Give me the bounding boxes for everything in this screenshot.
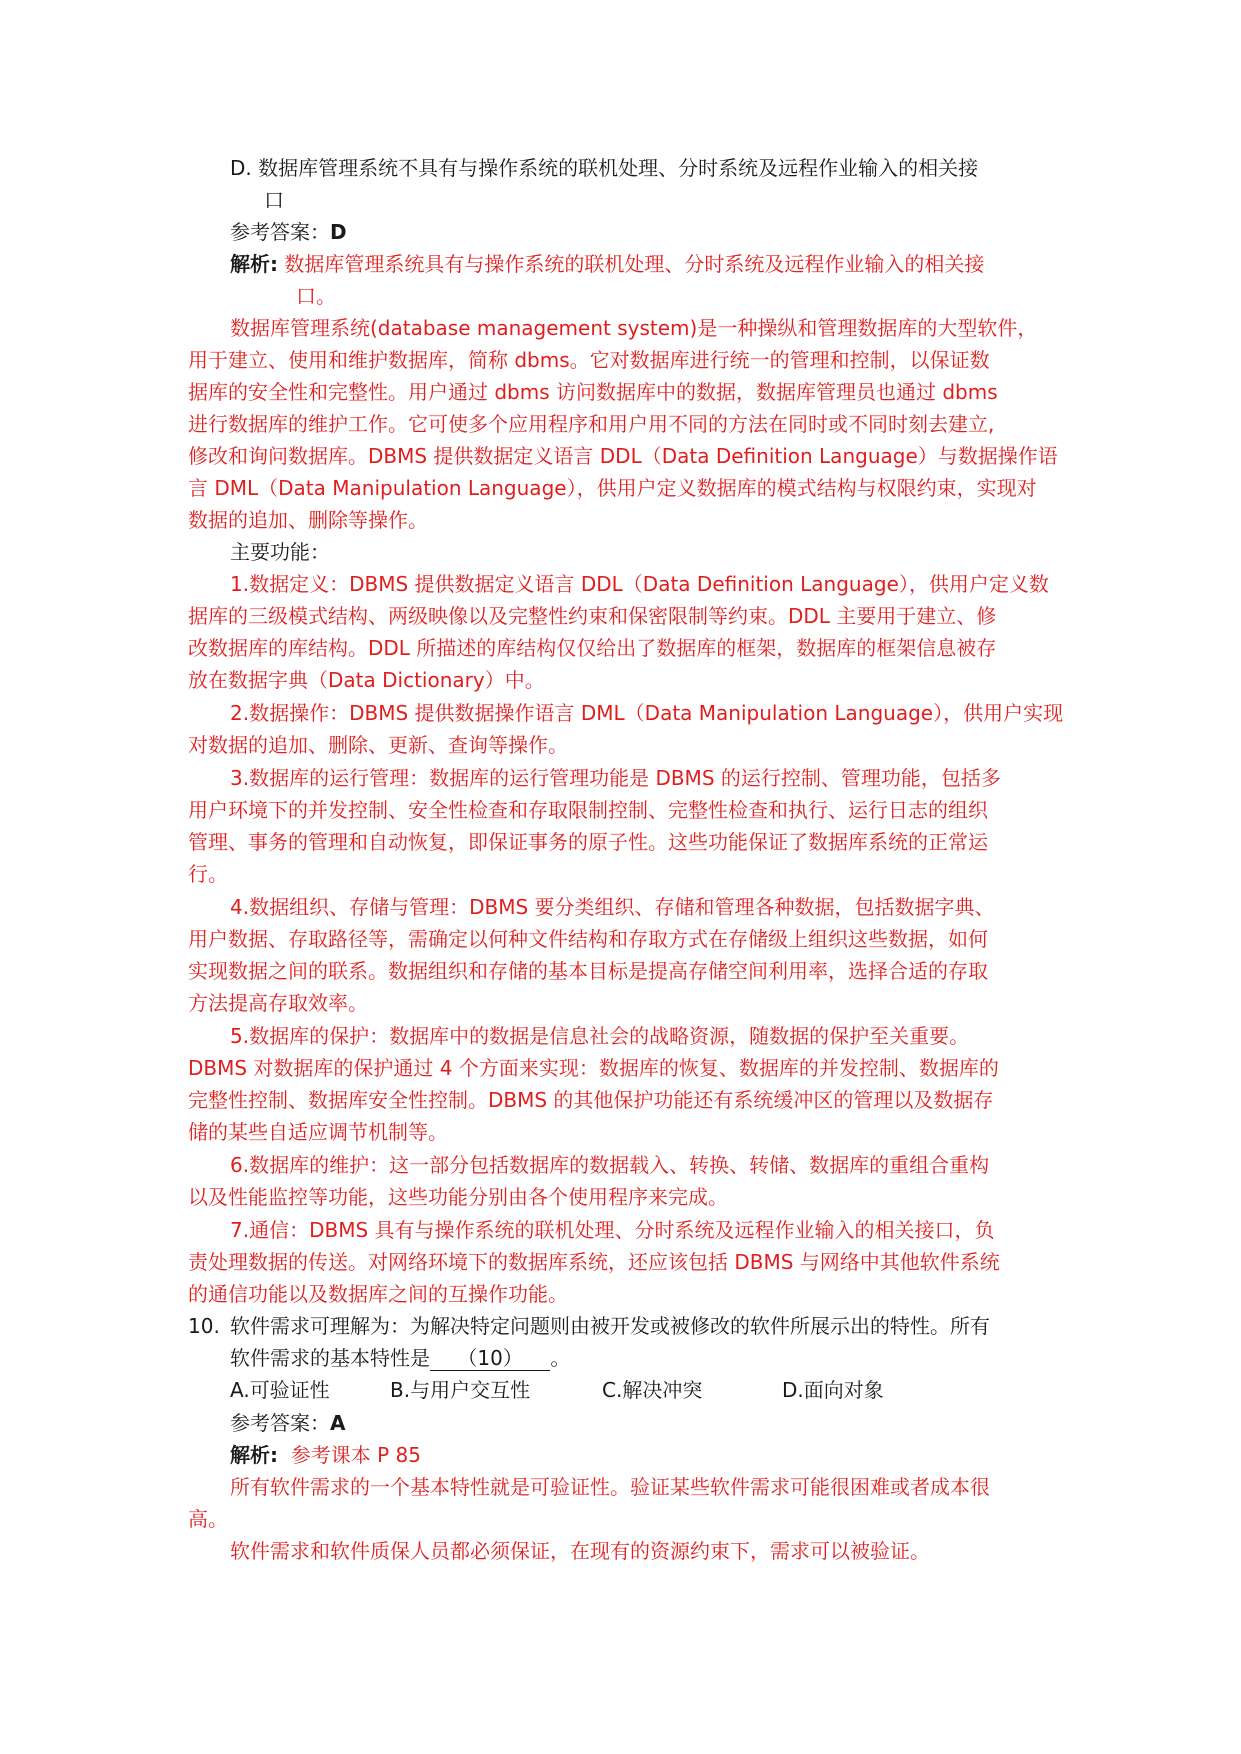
- function-line: 3.数据库的运行管理：数据库的运行管理功能是 DBMS 的运行控制、管理功能，包括多: [230, 766, 1001, 790]
- analysis-label: 解析:: [230, 1443, 278, 1467]
- stem-suffix: 。: [550, 1346, 571, 1370]
- function-line: 2.数据操作：DBMS 提供数据操作语言 DML（Data Manipulation Language），供用户实现: [230, 701, 1064, 725]
- function-line: 管理、事务的管理和自动恢复，即保证事务的原子性。这些功能保证了数据库系统的正常运: [188, 830, 988, 854]
- intro-line: 修改和询问数据库。DBMS 提供数据定义语言 DDL（Data Definition Language）与数据操作语: [188, 444, 1058, 468]
- function-line: DBMS 对数据库的保护通过 4 个方面来实现：数据库的恢复、数据库的并发控制、数据库的: [188, 1056, 999, 1080]
- explain-line: 高。: [188, 1507, 228, 1531]
- function-line: 责处理数据的传送。对网络环境下的数据库系统，还应该包括 DBMS 与网络中其他软件系统: [188, 1250, 1000, 1274]
- function-line: 6.数据库的维护：这一部分包括数据库的数据载入、转换、转储、数据库的重组合重构: [230, 1153, 990, 1177]
- function-line: 用户数据、存取路径等，需确定以何种文件结构和存取方式在存储级上组织这些数据，如何: [188, 927, 988, 951]
- answer-label: 参考答案：: [230, 220, 330, 244]
- question-stem-line1: 软件需求可理解为：为解决特定问题则由被开发或被修改的软件所展示出的特性。所有: [230, 1314, 990, 1338]
- analysis-text: 数据库管理系统具有与操作系统的联机处理、分时系统及远程作业输入的相关接: [278, 252, 985, 276]
- analysis-text: 参考课本 P 85: [278, 1443, 421, 1467]
- function-line: 放在数据字典（Data Dictionary）中。: [188, 668, 545, 692]
- function-line: 据库的三级模式结构、两级映像以及完整性约束和保密限制等约束。DDL 主要用于建立、修: [188, 604, 997, 628]
- intro-line: 数据库管理系统(database management system)是一种操纵和管理数据库的大型软件，: [230, 316, 1038, 340]
- answer-value: D: [330, 220, 347, 244]
- function-line: 1.数据定义：DBMS 提供数据定义语言 DDL（Data Definition Language），供用户定义数: [230, 572, 1049, 596]
- answer-q10: [230, 1407, 345, 1439]
- option-a: A.可验证性: [230, 1378, 330, 1402]
- answer-blank: （10）: [432, 1346, 549, 1370]
- function-line: 以及性能监控等功能，这些功能分别由各个使用程序来完成。: [188, 1185, 728, 1209]
- intro-line: 数据的追加、删除等操作。: [188, 508, 428, 532]
- intro-line: 用于建立、使用和维护数据库，简称 dbms。它对数据库进行统一的管理和控制，以保证数: [188, 348, 990, 372]
- intro-line: 进行数据库的维护工作。它可使多个应用程序和用户用不同的方法在同时或不同时刻去建立,: [188, 412, 995, 436]
- analysis-label: 解析:: [230, 252, 278, 276]
- functions-heading: 主要功能：: [230, 540, 330, 564]
- answer-q9: [230, 216, 347, 248]
- function-line: 方法提高存取效率。: [188, 991, 368, 1015]
- function-line: 对数据的追加、删除、更新、查询等操作。: [188, 733, 568, 757]
- function-line: 储的某些自适应调节机制等。: [188, 1120, 448, 1144]
- function-line: 行。: [188, 862, 228, 886]
- explain-line: 软件需求和软件质保人员都必须保证，在现有的资源约束下，需求可以被验证。: [230, 1539, 930, 1563]
- analysis-q10: [230, 1439, 421, 1471]
- question-number: 10.: [188, 1314, 220, 1338]
- function-line: 改数据库的库结构。DDL 所描述的库结构仅仅给出了数据库的框架，数据库的框架信息被存: [188, 636, 997, 660]
- answer-label: 参考答案：: [230, 1411, 330, 1435]
- function-line: 的通信功能以及数据库之间的互操作功能。: [188, 1282, 568, 1306]
- explain-line: 所有软件需求的一个基本特性就是可验证性。验证某些软件需求可能很困难或者成本很: [230, 1475, 990, 1499]
- function-line: 4.数据组织、存储与管理：DBMS 要分类组织、存储和管理各种数据，包括数据字典、: [230, 895, 995, 919]
- function-line: 5.数据库的保护：数据库中的数据是信息社会的战略资源，随数据的保护至关重要。: [230, 1024, 970, 1048]
- answer-value: A: [330, 1411, 346, 1435]
- function-line: 7.通信：DBMS 具有与操作系统的联机处理、分时系统及远程作业输入的相关接口，负: [230, 1218, 995, 1242]
- analysis-q9-line1: [230, 248, 984, 280]
- option-d-line2: 口: [264, 188, 284, 212]
- stem-prefix: 软件需求的基本特性是: [230, 1346, 430, 1370]
- function-line: 用户环境下的并发控制、安全性检查和存取限制控制、完整性检查和执行、运行日志的组织: [188, 798, 988, 822]
- question-stem-line2: [230, 1342, 570, 1374]
- function-line: 实现数据之间的联系。数据组织和存储的基本目标是提高存储空间利用率，选择合适的存取: [188, 959, 988, 983]
- option-b: B.与用户交互性: [390, 1378, 531, 1402]
- function-line: 完整性控制、数据库安全性控制。DBMS 的其他保护功能还有系统缓冲区的管理以及数据存: [188, 1088, 994, 1112]
- analysis-q9-line2: 口。: [296, 284, 336, 308]
- option-d-line1: D. 数据库管理系统不具有与操作系统的联机处理、分时系统及远程作业输入的相关接: [230, 156, 979, 180]
- option-c: C.解决冲突: [602, 1378, 703, 1402]
- intro-line: 据库的安全性和完整性。用户通过 dbms 访问数据库中的数据，数据库管理员也通过 dbms: [188, 380, 998, 404]
- intro-line: 言 DML（Data Manipulation Language），供用户定义数据库的模式结构与权限约束，实现对: [188, 476, 1037, 500]
- option-d: D.面向对象: [782, 1378, 884, 1402]
